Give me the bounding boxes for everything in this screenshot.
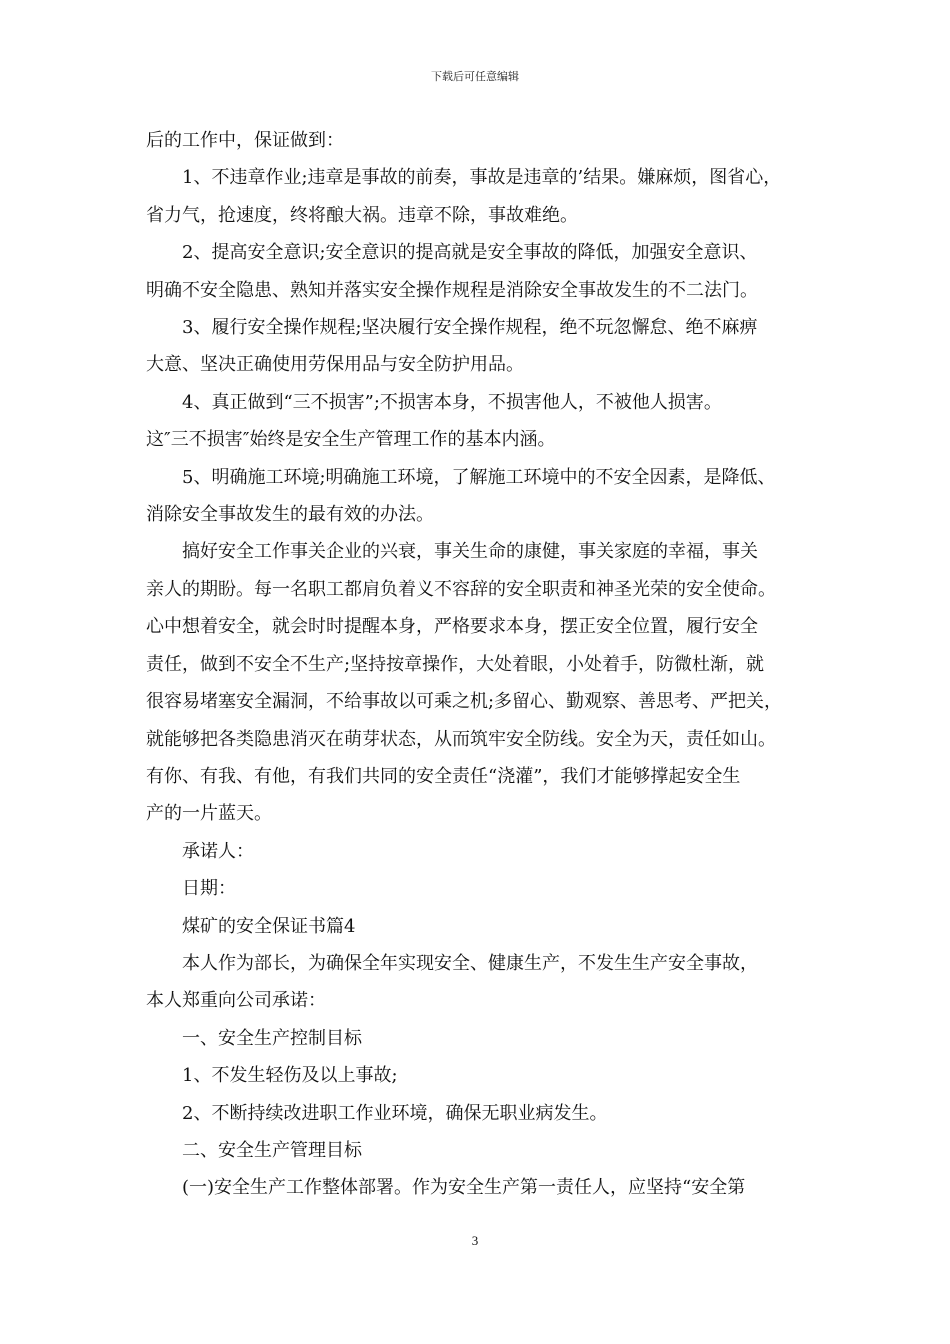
text-line: 5、明确施工环境;明确施工环境，了解施工环境中的不安全因素，是降低、 xyxy=(146,466,776,488)
text-line: 搞好安全工作事关企业的兴衰，事关生命的康健，事关家庭的幸福，事关 xyxy=(146,541,758,563)
text-line: 4、真正做到“三不损害”;不损害本身，不损害他人，不被他人损害。 xyxy=(146,391,722,413)
text-line: 本人郑重向公司承诺： xyxy=(146,990,326,1012)
text-line: 这″三不损害″始终是安全生产管理工作的基本内涵。 xyxy=(146,429,556,451)
text-line: 产的一片蓝天。 xyxy=(146,803,272,825)
text-line: 大意、坚决正确使用劳保用品与安全防护用品。 xyxy=(146,354,524,376)
page-number: 3 xyxy=(471,1233,479,1248)
text-line: 日期： xyxy=(146,878,236,900)
text-line: 省力气，抢速度，终将酿大祸。违章不除，事故难绝。 xyxy=(146,204,578,226)
text-line: 2、不断持续改进职工作业环境，确保无职业病发生。 xyxy=(146,1102,608,1124)
text-line: 二、安全生产管理目标 xyxy=(146,1139,362,1161)
section-heading: 煤矿的安全保证书篇4 xyxy=(146,915,356,937)
text-line: 责任，做到不安全不生产;坚持按章操作，大处着眼，小处着手，防微杜渐，就 xyxy=(146,653,765,675)
document-body xyxy=(146,122,826,1207)
text-line: 亲人的期盼。每一名职工都肩负着义不容辞的安全职责和神圣光荣的安全使命。 xyxy=(146,578,776,600)
text-line: 有你、有我、有他，有我们共同的安全责任“浇灌”，我们才能够撑起安全生 xyxy=(146,765,741,787)
text-line: (一)安全生产工作整体部署。作为安全生产第一责任人，应坚持“安全第 xyxy=(146,1177,746,1199)
text-line: 1、不违章作业;违章是事故的前奏，事故是违章的’结果。嫌麻烦，图省心， xyxy=(146,167,782,189)
text-line: 2、提高安全意识;安全意识的提高就是安全事故的降低，加强安全意识、 xyxy=(146,242,758,264)
text-line: 明确不安全隐患、熟知并落实安全操作规程是消除安全事故发生的不二法门。 xyxy=(146,279,758,301)
text-line: 就能够把各类隐患消灭在萌芽状态，从而筑牢安全防线。安全为天，责任如山。 xyxy=(146,728,776,750)
text-line: 1、不发生轻伤及以上事故; xyxy=(146,1065,398,1087)
text-line: 本人作为部长，为确保全年实现安全、健康生产，不发生生产安全事故， xyxy=(146,952,758,974)
text-line: 很容易堵塞安全漏洞，不给事故以可乘之机;多留心、勤观察、善思考、严把关， xyxy=(146,691,783,713)
text-line: 消除安全事故发生的最有效的办法。 xyxy=(146,504,434,526)
text-line: 后的工作中，保证做到： xyxy=(146,130,344,151)
text-line: 承诺人： xyxy=(146,840,254,862)
text-line: 3、履行安全操作规程;坚决履行安全操作规程，绝不玩忽懈怠、绝不麻痹 xyxy=(146,317,758,339)
text-line: 心中想着安全，就会时时提醒本身，严格要求本身，摆正安全位置，履行安全 xyxy=(146,616,758,638)
text-line: 一、安全生产控制目标 xyxy=(146,1027,362,1049)
page-header: 下载后可任意编辑 xyxy=(431,70,519,83)
